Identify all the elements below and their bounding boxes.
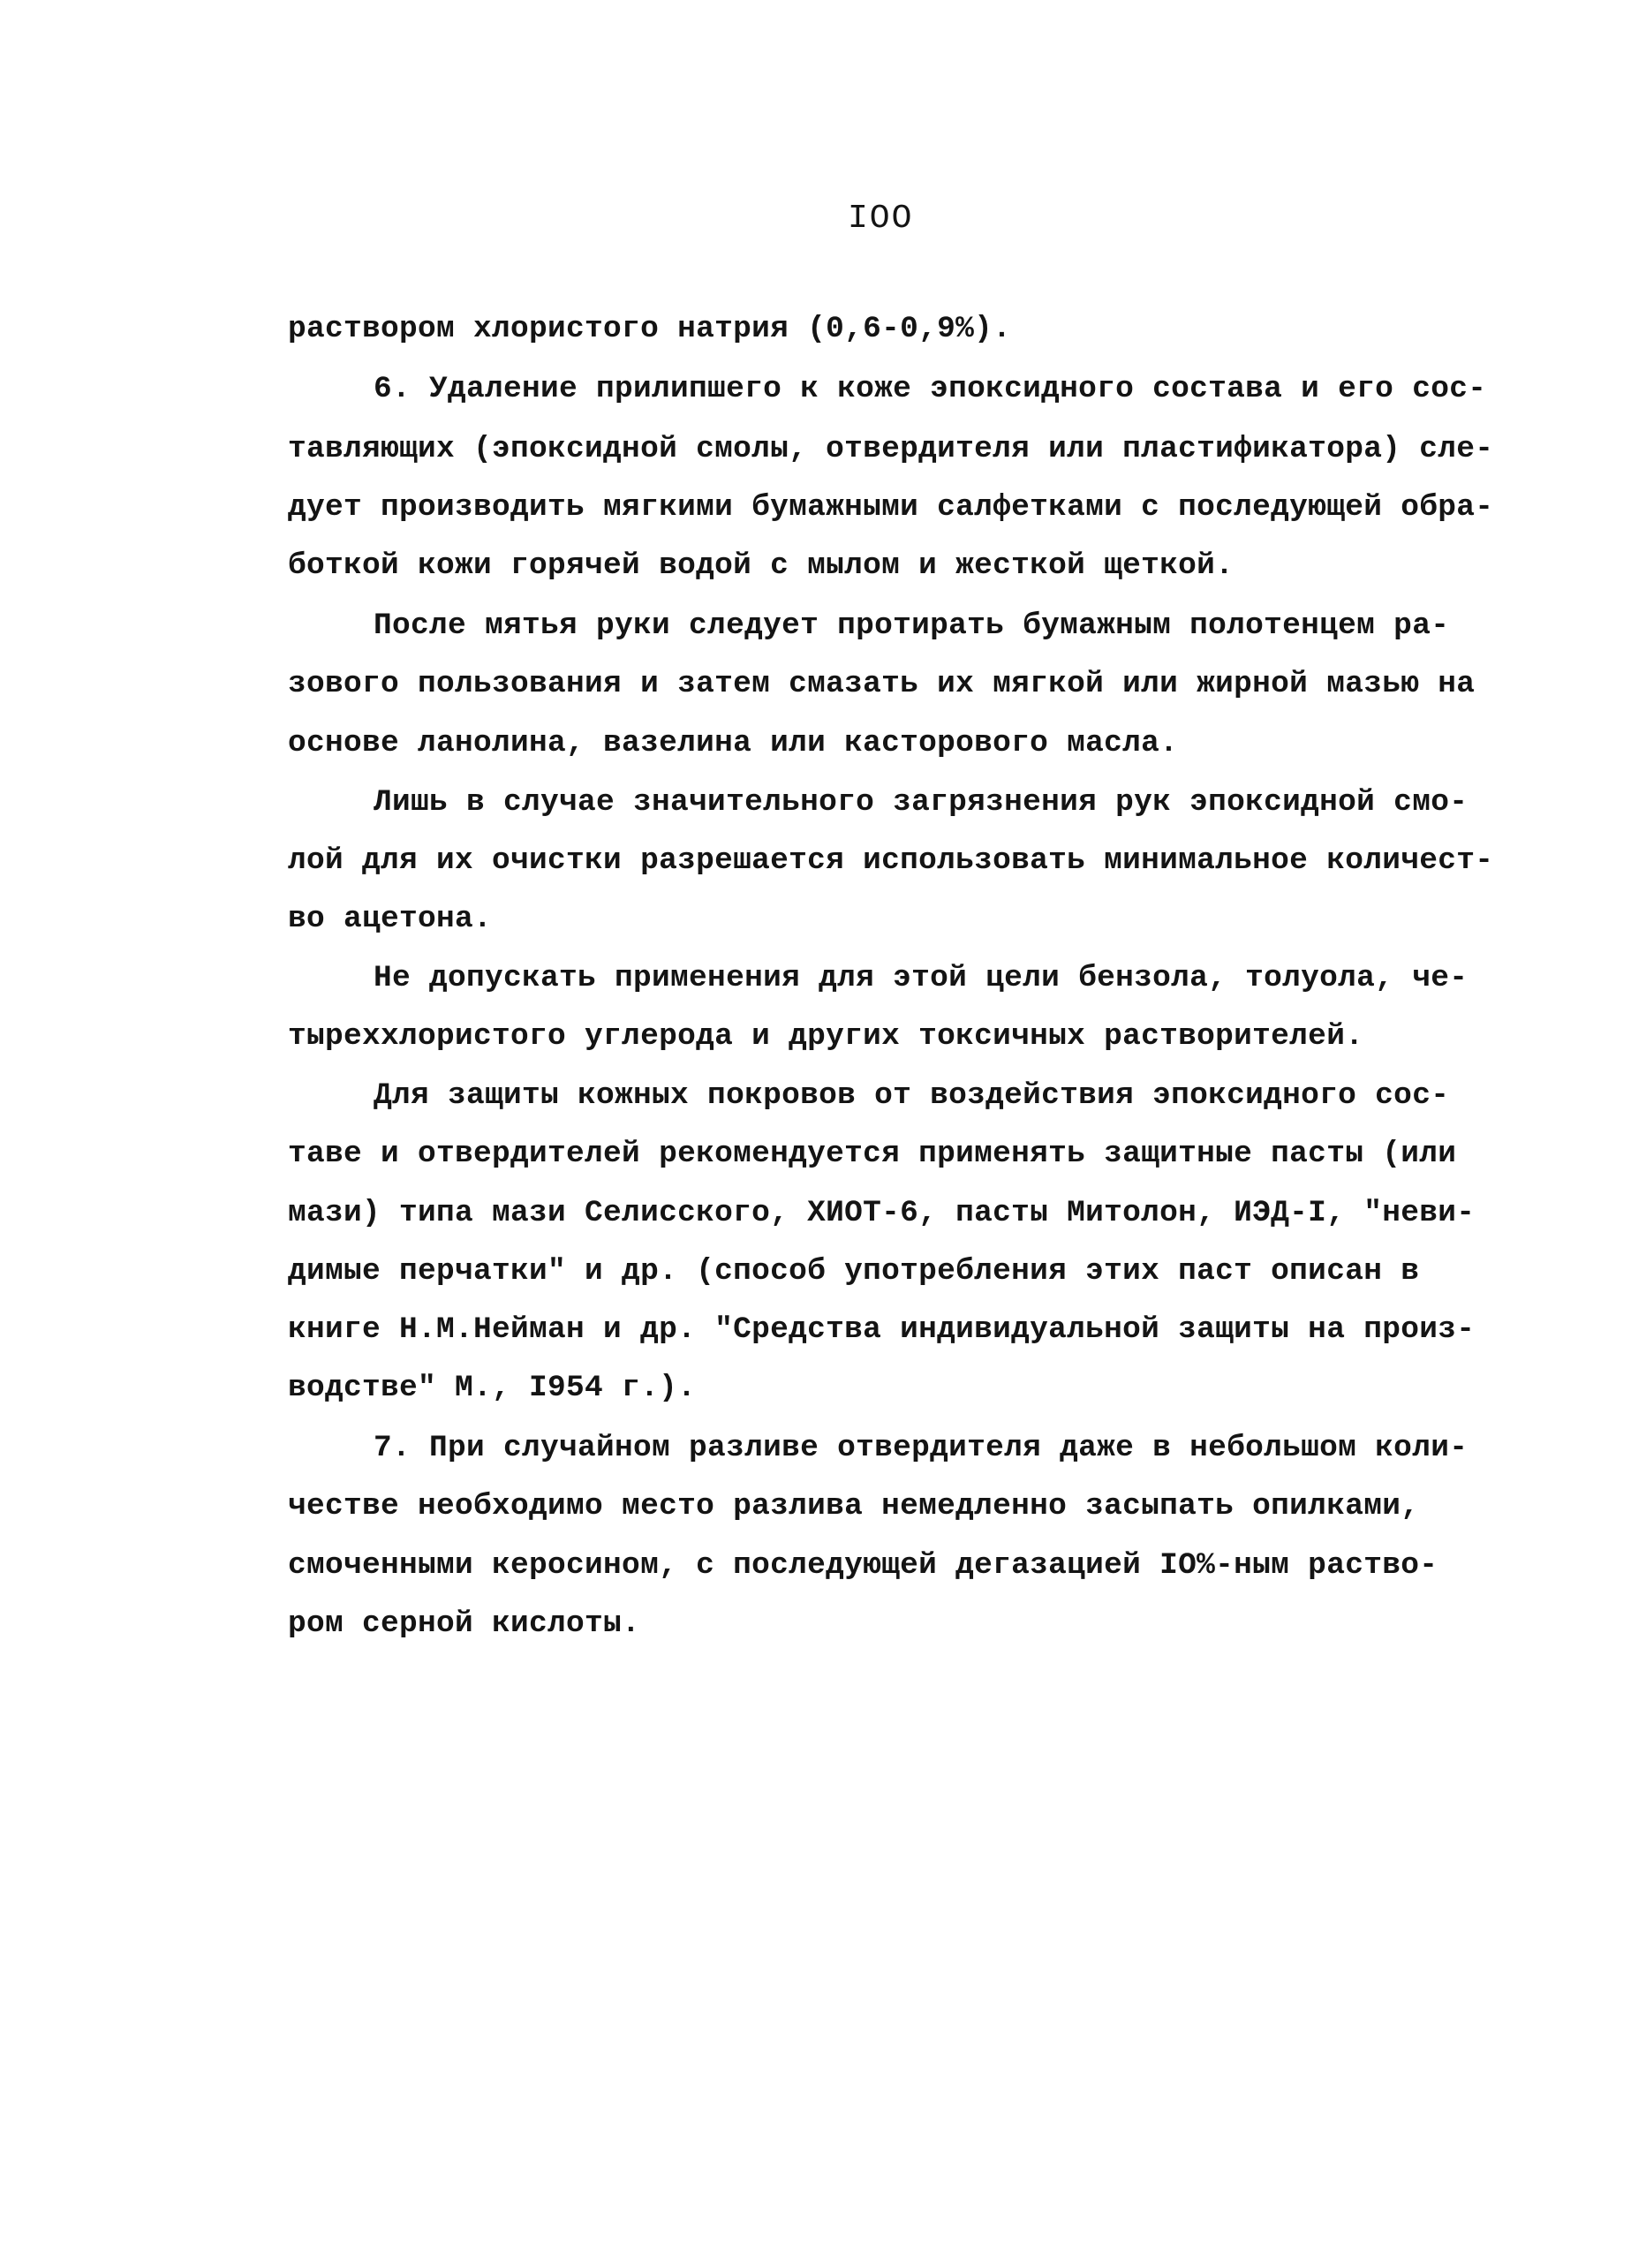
text-line: основе ланолина, вазелина или касторового масла. — [288, 726, 1179, 760]
text-line: 6. Удаление прилипшего к коже эпоксидного состава и его сос- — [374, 372, 1487, 406]
text-line: дует производить мягкими бумажными салфетками с последующей обра- — [288, 490, 1494, 525]
text-line: лой для их очистки разрешается использовать минимальное количест- — [288, 843, 1494, 878]
text-line: После мятья руки следует протирать бумажным полотенцем ра- — [374, 609, 1450, 643]
text-line: ром серной кислоты. — [288, 1606, 641, 1641]
text-line: мази) типа мази Селисского, ХИОТ-6, пасты Митолон, ИЭД-I, "неви- — [288, 1196, 1476, 1230]
text-line: Для защиты кожных покровов от воздействия эпоксидного сос- — [374, 1078, 1450, 1113]
text-line: 7. При случайном разливе отвердителя даже в небольшом коли- — [374, 1431, 1469, 1465]
text-line: Не допускать применения для этой цели бензола, толуола, че- — [374, 961, 1469, 995]
text-line: смоченными керосином, с последующей дегазацией IO%-ным раство- — [288, 1548, 1438, 1583]
page-number: IOO — [848, 200, 914, 238]
text-line: во ацетона. — [288, 902, 493, 936]
text-line: зового пользования и затем смазать их мягкой или жирной мазью на — [288, 667, 1476, 701]
text-line: Лишь в случае значительного загрязнения рук эпоксидной смо- — [374, 785, 1469, 820]
text-line: боткой кожи горячей водой с мылом и жесткой щеткой. — [288, 548, 1234, 583]
text-line: таве и отвердителей рекомендуется применять защитные пасты (или — [288, 1137, 1457, 1171]
text-line: димые перчатки" и др. (способ употребления этих паст описан в — [288, 1254, 1420, 1289]
text-line: водстве" М., I954 г.). — [288, 1371, 697, 1405]
text-line: тыреххлористого углерода и других токсичных растворителей. — [288, 1019, 1364, 1054]
text-line: тавляющих (эпоксидной смолы, отвердителя или пластификатора) сле- — [288, 432, 1494, 466]
text-line: честве необходимо место разлива немедленно засыпать опилками, — [288, 1489, 1420, 1523]
text-line: раствором хлористого натрия (0,6-0,9%). — [288, 312, 1012, 346]
text-line: книге Н.М.Нейман и др. "Средства индивидуальной защиты на произ- — [288, 1312, 1476, 1347]
